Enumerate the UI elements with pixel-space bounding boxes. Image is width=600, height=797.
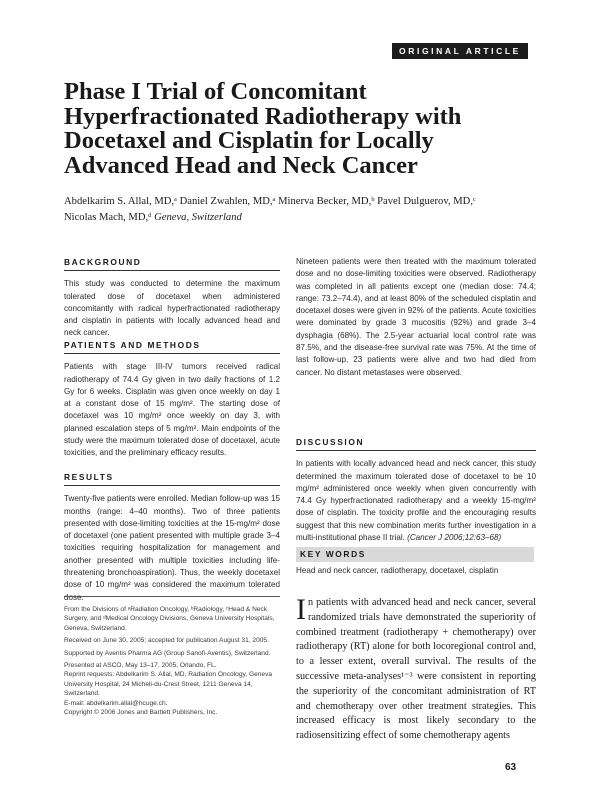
discussion-body: In patients with locally advanced head and neck cancer, this study determined the maximum tolerated dose of docetaxel to be 10 mg/m² administered once weekly when given concurrently with 74.4 Gy hyperfractionated radiotherapy and a weekly 15-mg/m² dose of cisplatin. The toxicity profile and the encouraging results suggest that this new combination merits further investigation in a multi-institutional phase II trial.	[296, 459, 536, 543]
journal-citation: (Cancer J 2006;12:63–68)	[407, 533, 502, 543]
article-title	[64, 80, 534, 178]
background-text: This study was conducted to determine the maximum tolerated dose of docetaxel when administered concomitantly with radical hyperfractionated radiotherapy and cisplatin in patients with locally advanced head and neck cancer.	[64, 279, 280, 338]
authors-line-2	[64, 210, 534, 226]
methods-heading: PATIENTS AND METHODS	[64, 339, 280, 354]
drop-cap: I	[296, 593, 306, 626]
results-section	[64, 471, 280, 604]
results-continued-text: Nineteen patients were then treated with the maximum tolerated dose and no dose-limiting toxicities were observed. Radiotherapy was completed in all patients except one (median dose: 74.4; range: 73.2–74.4), and at least 80% of the scheduled cisplatin and docetaxel doses were given in 92% of the patients. Acute toxicities were dominated by grade 3 mucositis (92%) and grade 3–4 dysphagia (68%). The 2.5-year actuarial local control rate was 87.5%, and the disease-free survival rate was 75%. At the time of last follow-up, 23 patients were alive and two had died from cancer. No distant metastases were observed.	[296, 257, 536, 377]
author-list	[64, 194, 534, 225]
authors-line-1: Abdelkarim S. Allal, MD,ᵃ Daniel Zwahlen, MD,ᵃ Minerva Becker, MD,ᵇ Pavel Dulguerov, MD,ᶜ	[64, 196, 476, 207]
keywords-heading: KEY WORDS	[296, 547, 534, 562]
footnote-copyright: Copyright © 2006 Jones and Bartlett Publishers, Inc.	[64, 709, 218, 717]
methods-text: Patients with stage III-IV tumors received radical radiotherapy of 74.4 Gy given in two daily fractions of 1.2 Gy for 6 weeks. Cisplatin was given once weekly on day 1 at a constant dose of 15 mg/m². The starting dose of docetaxel was 10 mg/m² once weekly on day 3, with planned escalation steps of 5 mg/m². Main endpoints of the study were the maximum tolerated dose of docetaxel, acute toxicities, and the preliminary efficacy results.	[64, 362, 280, 458]
discussion-heading: DISCUSSION	[296, 436, 536, 451]
keywords-text: Head and neck cancer, radiotherapy, docetaxel, cisplatin	[296, 566, 499, 575]
page-number: 63	[505, 762, 517, 773]
results-continued	[296, 256, 536, 379]
results-text: Twenty-five patients were enrolled. Median follow-up was 15 months (range: 4–40 months). Two of three patients presented with dose-limiting toxicities at the 15-mg/m² dose of docetaxel (one patient presented with multiple grade 3–4 toxicities requiring hospitalization for management and another presented with multiple toxicities including life-threatening bronchoaspiration). Thus, the weekly docetaxel dose of 10 mg/m² was considered the maximum tolerated dose.	[64, 494, 280, 602]
title-line-3: Docetaxel and Cisplatin for Locally	[64, 127, 434, 154]
methods-section	[64, 339, 280, 460]
section-label-banner: ORIGINAL ARTICLE	[392, 43, 528, 59]
footnote-affiliations: From the Divisions of ᵃRadiation Oncology, ᵇRadiology, ᶜHead & Neck Surgery, and ᵈMedical Oncology Divisions, Geneva University Hospitals, Geneva, Switzerland.	[64, 606, 275, 632]
footnotes	[64, 596, 280, 717]
footnote-presented: Presented at ASCO, May 13–17, 2005, Orlando, FL.	[64, 662, 217, 670]
footnote-reprints: Reprint requests: Abdelkarim S. Allal, MD, Radiation Oncology, Geneva University Hospital, 24 Micheli-du-Crest Street, 1211 Geneva 14, Switzerland.	[64, 671, 273, 698]
background-heading: BACKGROUND	[64, 256, 280, 271]
footnote-email: E-mail: abdelkarim.allal@hcuge.ch.	[64, 699, 168, 707]
footnote-received: Received on June 30, 2005; accepted for publication August 31, 2005.	[64, 637, 269, 645]
authors-line-2-names: Nicolas Mach, MD,ᵈ	[64, 211, 152, 223]
title-line-4: Advanced Head and Neck Cancer	[64, 151, 418, 179]
title-line-2: Hyperfractionated Radiotherapy with	[64, 102, 462, 130]
footnote-support: Supported by Aventis Pharma AG (Group Sanofi-Aventis), Switzerland.	[64, 649, 271, 657]
results-heading: RESULTS	[64, 471, 280, 486]
author-location: Geneva, Switzerland	[154, 211, 242, 223]
discussion-section	[296, 436, 536, 544]
title-line-1: Phase I Trial of Concomitant	[64, 78, 367, 105]
abstract-left-column	[64, 256, 280, 340]
discussion-text	[296, 458, 536, 544]
body-text	[296, 593, 536, 744]
body-paragraph: n patients with advanced head and neck cancer, several randomized trials have demonstrated the superiority of combined treatment (radiotherapy + chemotherapy) over radiotherapy (RT) alone for both locoregional control and, to a lesser extent, overall survival. The results of the successive meta-analyses¹⁻³ were consistent in reporting the superiority of the concomitant administration of RT and chemotherapy over other treatment strategies. This increased efficacy is most likely secondary to the radiosensitizing effect of some chemotherapy agents	[296, 597, 536, 742]
